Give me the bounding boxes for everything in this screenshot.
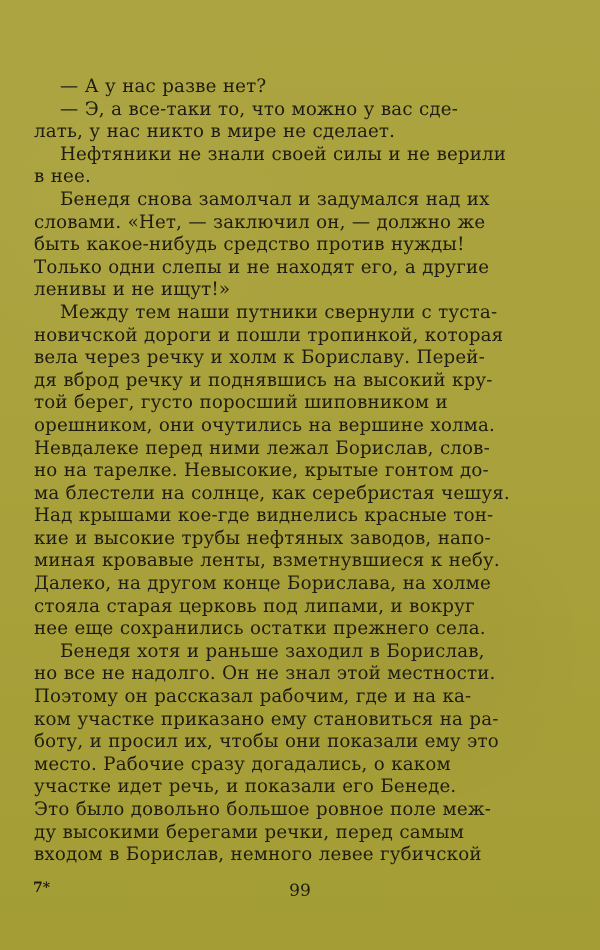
- text-line: — А у нас разве нет?: [60, 76, 267, 97]
- text-line: — Э, а все-таки то, что можно у вас сде-: [60, 98, 459, 120]
- text-line: нее еще сохранились остатки прежнего села.: [34, 618, 486, 640]
- text-line: в нее.: [34, 166, 91, 188]
- text-line: миная кровавые ленты, взметнувшиеся к небу.: [34, 550, 500, 572]
- text-line: Бенедя хотя и раньше заходил в Борислав,: [60, 640, 485, 662]
- text-line: ду высокими берегами речки, перед самым: [34, 821, 465, 843]
- text-line: орешником, они очутились на вершине холма.: [34, 414, 495, 436]
- text-line: новичской дороги и пошли тропинкой, которая: [34, 324, 504, 346]
- text-line: Бенедя снова замолчал и задумался над их: [60, 188, 490, 210]
- text-line: дя вброд речку и поднявшись на высокий кру-: [34, 369, 493, 391]
- text-line: Нефтяники не знали своей силы и не верили: [60, 143, 507, 165]
- text-line: Только одни слепы и не находят его, а другие: [34, 256, 490, 278]
- text-line: место. Рабочие сразу догадались, о каком: [34, 753, 451, 775]
- text-line: словами. «Нет, — заключил он, — должно же: [34, 211, 486, 233]
- page-number: 99: [289, 881, 311, 901]
- text-line: Поэтому он рассказал рабочим, где и на ка-: [34, 686, 472, 708]
- text-line: быть какое-нибудь средство против нужды!: [34, 234, 465, 256]
- text-line: ма блестели на солнце, как серебристая чешуя.: [34, 482, 510, 504]
- text-line: кие и высокие трубы нефтяных заводов, напо-: [34, 527, 491, 549]
- text-line: Это было довольно большое ровное поле меж-: [34, 799, 492, 820]
- text-line: лать, у нас никто в мире не сделает.: [34, 121, 396, 143]
- text-line: но на тарелке. Невысокие, крытые гонтом до-: [34, 460, 489, 482]
- text-line: Далеко, на другом конце Борислава, на холме: [34, 573, 491, 595]
- text-line: входом в Борислав, немного левее губичской: [34, 844, 482, 866]
- text-line: Между тем наши путники свернули с туста-: [60, 301, 498, 323]
- text-line: той берег, густо поросший шиповником и: [34, 392, 448, 414]
- text-line: стояла старая церковь под липами, и вокруг: [34, 595, 475, 617]
- page-text: [34, 76, 566, 867]
- text-line: Над крышами кое-где виднелись красные тон-: [34, 505, 494, 527]
- text-line: участке идет речь, и показали его Бенеде.: [34, 776, 457, 798]
- text-line: но все не надолго. Он не знал этой местности.: [34, 663, 496, 685]
- text-line: вела через речку и холм к Бориславу. Перей-: [34, 347, 485, 369]
- text-line: ком участке приказано ему становиться на ра-: [34, 708, 499, 730]
- text-line: ленивы и не ищут!»: [34, 279, 231, 301]
- text-line: боту, и просил их, чтобы они показали ему это: [34, 731, 499, 753]
- text-line: Невдалеке перед ними лежал Борислав, слов-: [34, 437, 490, 459]
- signature-mark: 7*: [33, 880, 51, 896]
